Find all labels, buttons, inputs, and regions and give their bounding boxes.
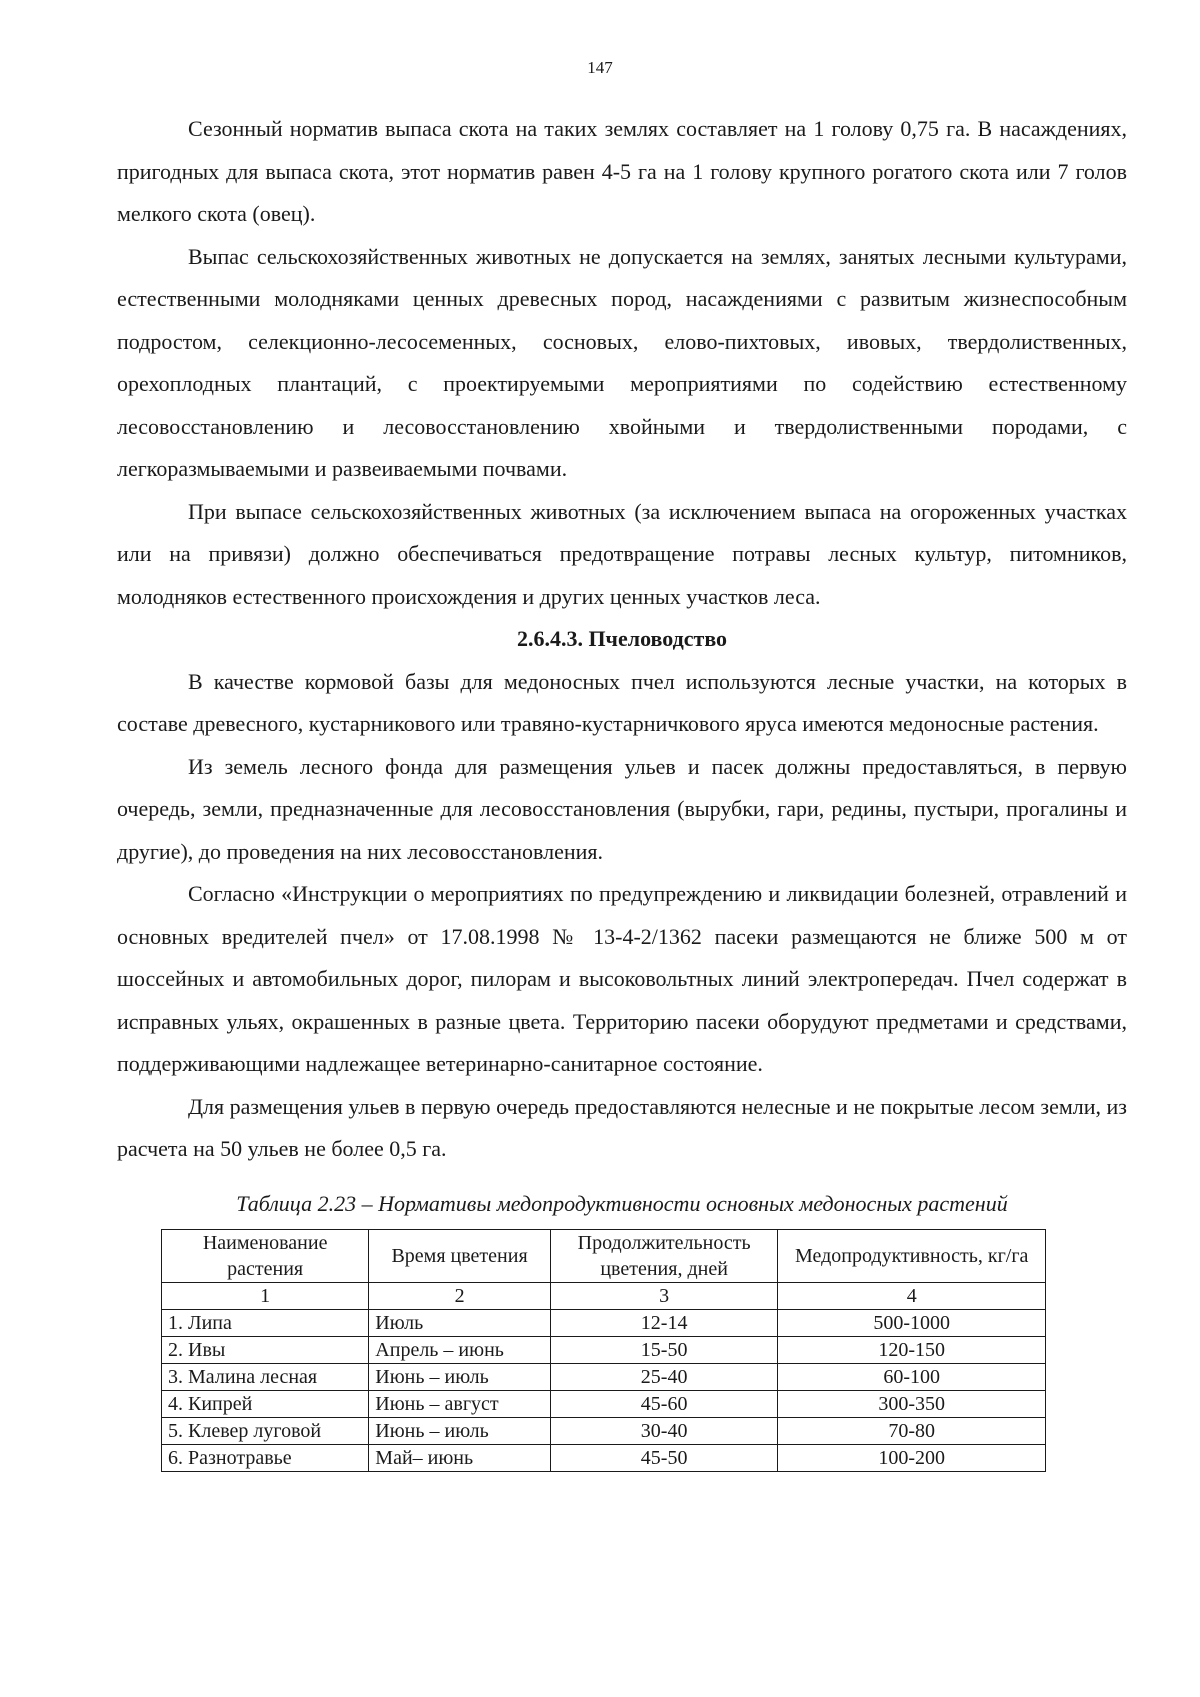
table-cell-plant: 2. Ивы — [162, 1336, 369, 1363]
table-cell-productivity: 500-1000 — [778, 1309, 1046, 1336]
table-header-cell: Время цветения — [369, 1229, 551, 1282]
table-row — [162, 1390, 1046, 1417]
table-cell-period: Июнь – июль — [369, 1363, 551, 1390]
page-content — [117, 108, 1127, 1472]
table-column-number: 1 — [162, 1282, 369, 1309]
table-header-row — [162, 1229, 1046, 1282]
table-cell-plant: 4. Кипрей — [162, 1390, 369, 1417]
honey-productivity-table — [161, 1229, 1046, 1472]
table-header-cell: Медопродуктивность, кг/га — [778, 1229, 1046, 1282]
table-row — [162, 1444, 1046, 1471]
table-column-number: 2 — [369, 1282, 551, 1309]
section-heading: 2.6.4.3. Пчеловодство — [516, 626, 728, 651]
table-cell-plant: 5. Клевер луговой — [162, 1417, 369, 1444]
table-cell-productivity: 100-200 — [778, 1444, 1046, 1471]
table-column-numbers-row — [162, 1282, 1046, 1309]
table-cell-plant: 6. Разнотравье — [162, 1444, 369, 1471]
table-header-cell: Наименование растения — [162, 1229, 369, 1282]
table-cell-plant: 3. Малина лесная — [162, 1363, 369, 1390]
table-cell-productivity: 120-150 — [778, 1336, 1046, 1363]
paragraph-instruction: Согласно «Инструкции о мероприятиях по предупреждению и ликвидации болезней, отравлений и основных вредителей пчел» от 17.08.1998 № 13-4-2/1362 пасеки размещаются не ближе 500 м от шоссейных и автомобильных дорог, пилорам и высоковольтных линий электропередач. Пчел содержат в исправных ульях, окрашенных в разные цвета. Территорию пасеки оборудуют предметами и средствами, поддерживающими надлежащее ветеринарно-санитарное состояние. — [117, 881, 1127, 1076]
paragraph-grazing-norm: Сезонный норматив выпаса скота на таких землях составляет на 1 голову 0,75 га. В насаждениях, пригодных для выпаса скота, этот норматив равен 4-5 га на 1 голову крупного рогатого скота или 7 голов мелкого скота (овец). — [117, 116, 1127, 226]
paragraph-grazing-protection: При выпасе сельскохозяйственных животных (за исключением выпаса на огороженных участках или на привязи) должно обеспечиваться предотвращение потравы лесных культур, питомников, молодняков естественного происхождения и других ценных участков леса. — [117, 498, 1127, 609]
table-cell-period: Июнь – август — [369, 1390, 551, 1417]
table-row — [162, 1336, 1046, 1363]
paragraph-hive-placement: Для размещения ульев в первую очередь предоставляются нелесные и не покрытые лесом земли, из расчета на 50 ульев не более 0,5 га. — [117, 1093, 1127, 1161]
table-row — [162, 1363, 1046, 1390]
table-cell-productivity: 70-80 — [778, 1417, 1046, 1444]
table-cell-period: Апрель – июнь — [369, 1336, 551, 1363]
table-row — [162, 1417, 1046, 1444]
table-cell-duration: 45-50 — [550, 1444, 778, 1471]
table-cell-productivity: 300-350 — [778, 1390, 1046, 1417]
table-cell-duration: 45-60 — [550, 1390, 778, 1417]
table-column-number: 3 — [550, 1282, 778, 1309]
paragraph-grazing-restrictions: Выпас сельскохозяйственных животных не допускается на землях, занятых лесными культурами, естественными молодняками ценных древесных пород, насаждениями с развитым жизнеспособным подростом, селекционно-лесосеменных, сосновых, елово-пихтовых, ивовых, твердолиственных, орехоплодных плантаций, с проектируемыми мероприятиями по содействию естественному лесовосстановлению и лесовосстановлению хвойными и твердолиственными породами, с легкоразмываемыми и развеиваемыми почвами. — [117, 243, 1127, 481]
table-cell-duration: 25-40 — [550, 1363, 778, 1390]
paragraph-apiary-lands: Из земель лесного фонда для размещения ульев и пасек должны предоставляться, в первую очередь, земли, предназначенные для лесовосстановления (вырубки, гари, редины, пустыри, прогалины и другие), до проведения на них лесовосстановления. — [117, 753, 1127, 864]
table-cell-duration: 30-40 — [550, 1417, 778, 1444]
table-column-number: 4 — [778, 1282, 1046, 1309]
table-cell-duration: 15-50 — [550, 1336, 778, 1363]
table-cell-duration: 12-14 — [550, 1309, 778, 1336]
table-cell-period: Май– июнь — [369, 1444, 551, 1471]
table-cell-period: Июль — [369, 1309, 551, 1336]
table-row — [162, 1309, 1046, 1336]
table-cell-productivity: 60-100 — [778, 1363, 1046, 1390]
table-caption: Таблица 2.23 – Нормативы медопродуктивности основных медоносных растений — [236, 1190, 1008, 1216]
table-cell-plant: 1. Липа — [162, 1309, 369, 1336]
page-number: 147 — [587, 58, 613, 77]
table-cell-period: Июнь – июль — [369, 1417, 551, 1444]
paragraph-forage-base: В качестве кормовой базы для медоносных пчел используются лесные участки, на которых в составе древесного, кустарникового или травяно-кустарничкового яруса имеются медоносные растения. — [117, 668, 1127, 736]
table-header-cell: Продолжительность цветения, дней — [550, 1229, 778, 1282]
